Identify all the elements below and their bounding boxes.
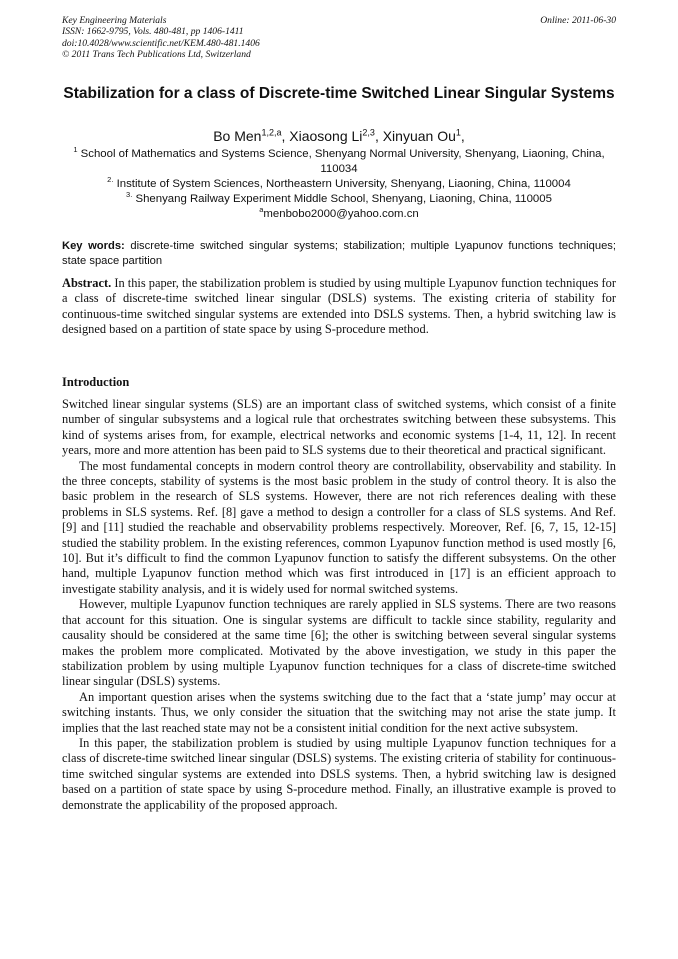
abstract xyxy=(62,276,616,338)
affiliation-text: School of Mathematics and Systems Science, Shenyang Normal University, Shenyang, Liaoning, China, 110034 xyxy=(80,148,605,175)
issn-line: ISSN: 1662-9795, Vols. 480-481, pp 1406-1411 xyxy=(62,26,244,38)
keywords xyxy=(62,239,616,268)
affiliation-mark: 2. xyxy=(107,175,114,185)
affiliation-2 xyxy=(62,177,616,192)
paragraph: Switched linear singular systems (SLS) are an important class of switched systems, which consist of a finite number of singular subsystems and a logical rule that orchestrates switching between these subsystems. This kind of systems arises from, for example, electrical networks and economic systems [1-4, 11, 12]. In recent years, more and more attention has been paid to SLS systems due to their theoretical and practical significant. xyxy=(62,397,616,458)
journal-name: Key Engineering Materials xyxy=(62,15,167,26)
email-address: menbobo2000@yahoo.com.cn xyxy=(263,208,419,220)
author-name: Xinyuan Ou xyxy=(382,128,456,144)
affiliation-3 xyxy=(62,192,616,207)
doi-line: doi:10.4028/www.scientific.net/KEM.480-481.1406 xyxy=(62,37,260,49)
author-separator: , xyxy=(460,128,465,144)
online-date: Online: 2011-06-30 xyxy=(540,15,616,26)
author-separator: , xyxy=(281,128,290,144)
paragraph: However, multiple Lyapunov function techniques are rarely applied in SLS systems. There are two reasons that account for this situation. One is singular systems are difficult to tackle since stability, regularity and causality should be considered at the same time [6]; the other is switching between several singular systems makes the problem more complicated. Motivated by the above investigation, we study in this paper the stabilization problem by using multiple Lyapunov function techniques for a class of discrete-time switched linear singular (DSLS) systems. xyxy=(62,597,616,689)
affiliation-text: Institute of System Sciences, Northeastern University, Shenyang, Liaoning, China, 110004 xyxy=(116,178,571,190)
affiliations xyxy=(62,147,616,222)
email-mark: a xyxy=(259,205,264,215)
header-row xyxy=(62,15,616,26)
abstract-text: In this paper, the stabilization problem is studied by using multiple Lyapunov function techniques for a class of discrete-time switched linear singular (DSLS) systems. The existing criteria of stability for continuous-time switched singular systems are extended into DSLS systems. Then, a hybrid switching law is designed based on a partition of state space by using S-procedure method. xyxy=(62,276,616,337)
author-affiliation-mark: 2,3 xyxy=(362,127,375,138)
author-name: Xiaosong Li xyxy=(289,128,363,144)
publication-header xyxy=(62,15,616,61)
keywords-text: discrete-time switched singular systems; stabilization; multiple Lyapunov functions techniques; state space partition xyxy=(62,240,616,267)
paragraph: In this paper, the stabilization problem is studied by using multiple Lyapunov function techniques for a class of discrete-time switched linear singular (DSLS) systems. The existing criteria of stability for continuous-time switched singular systems are extended into DSLS systems. Then, a hybrid switching law is designed based on a partition of state space by using S-procedure method. Finally, an illustrative example is proved to demonstrate the applicability of the proposed approach. xyxy=(62,735,616,812)
affiliation-mark: 1 xyxy=(73,145,78,155)
author-affiliation-mark: 1 xyxy=(455,127,461,138)
author-separator: , xyxy=(374,128,383,144)
paragraph: The most fundamental concepts in modern control theory are controllability, observability and stability. In the three concepts, stability of systems is the most basic problem in the study of control theory. It is also the basic problem in the research of SLS systems. However, there are not rich references dealing with these problems in SLS systems. Ref. [8] gave a method to design a controller for a class of SLS systems. And Ref. [9] and [11] studied the reachable and observability problems respectively. Moreover, Ref. [6, 7, 15, 12-15] studied the stability problem. In the existing references, common Lyapunov function method is used mostly [6, 10]. But it’s difficult to find the common Lyapunov function to satisfy the different subsystems. On the other hand, multiple Lyapunov function method which was first introduced in [17] is an efficient approach to investigate stability analysis, and it is widely used for normal switched systems. xyxy=(62,458,616,596)
affiliation-text: Shenyang Railway Experiment Middle School, Shenyang, Liaoning, China, 110005 xyxy=(135,193,552,205)
keywords-label: Key words: xyxy=(62,240,125,252)
abstract-label: Abstract. xyxy=(62,276,112,290)
author-list xyxy=(62,128,616,145)
affiliation-mark: 3. xyxy=(126,190,133,200)
author-name: Bo Men xyxy=(213,128,262,144)
section-heading-introduction: Introduction xyxy=(62,375,130,389)
paper-title: Stabilization for a class of Discrete-time Switched Linear Singular Systems xyxy=(63,85,615,102)
paragraph: An important question arises when the systems switching due to the fact that a ‘state jump’ may occur at switching instants. Thus, we only consider the situation that the switching may not arise the state jump. It implies that the last reached state may not be a consistent initial condition for the next active subsystem. xyxy=(62,689,616,735)
affiliation-1 xyxy=(62,147,616,177)
copyright-line: © 2011 Trans Tech Publications Ltd, Switzerland xyxy=(62,49,251,61)
introduction-body xyxy=(62,397,616,813)
author-email xyxy=(62,207,616,222)
author-affiliation-mark: 1,2,a xyxy=(261,127,282,138)
